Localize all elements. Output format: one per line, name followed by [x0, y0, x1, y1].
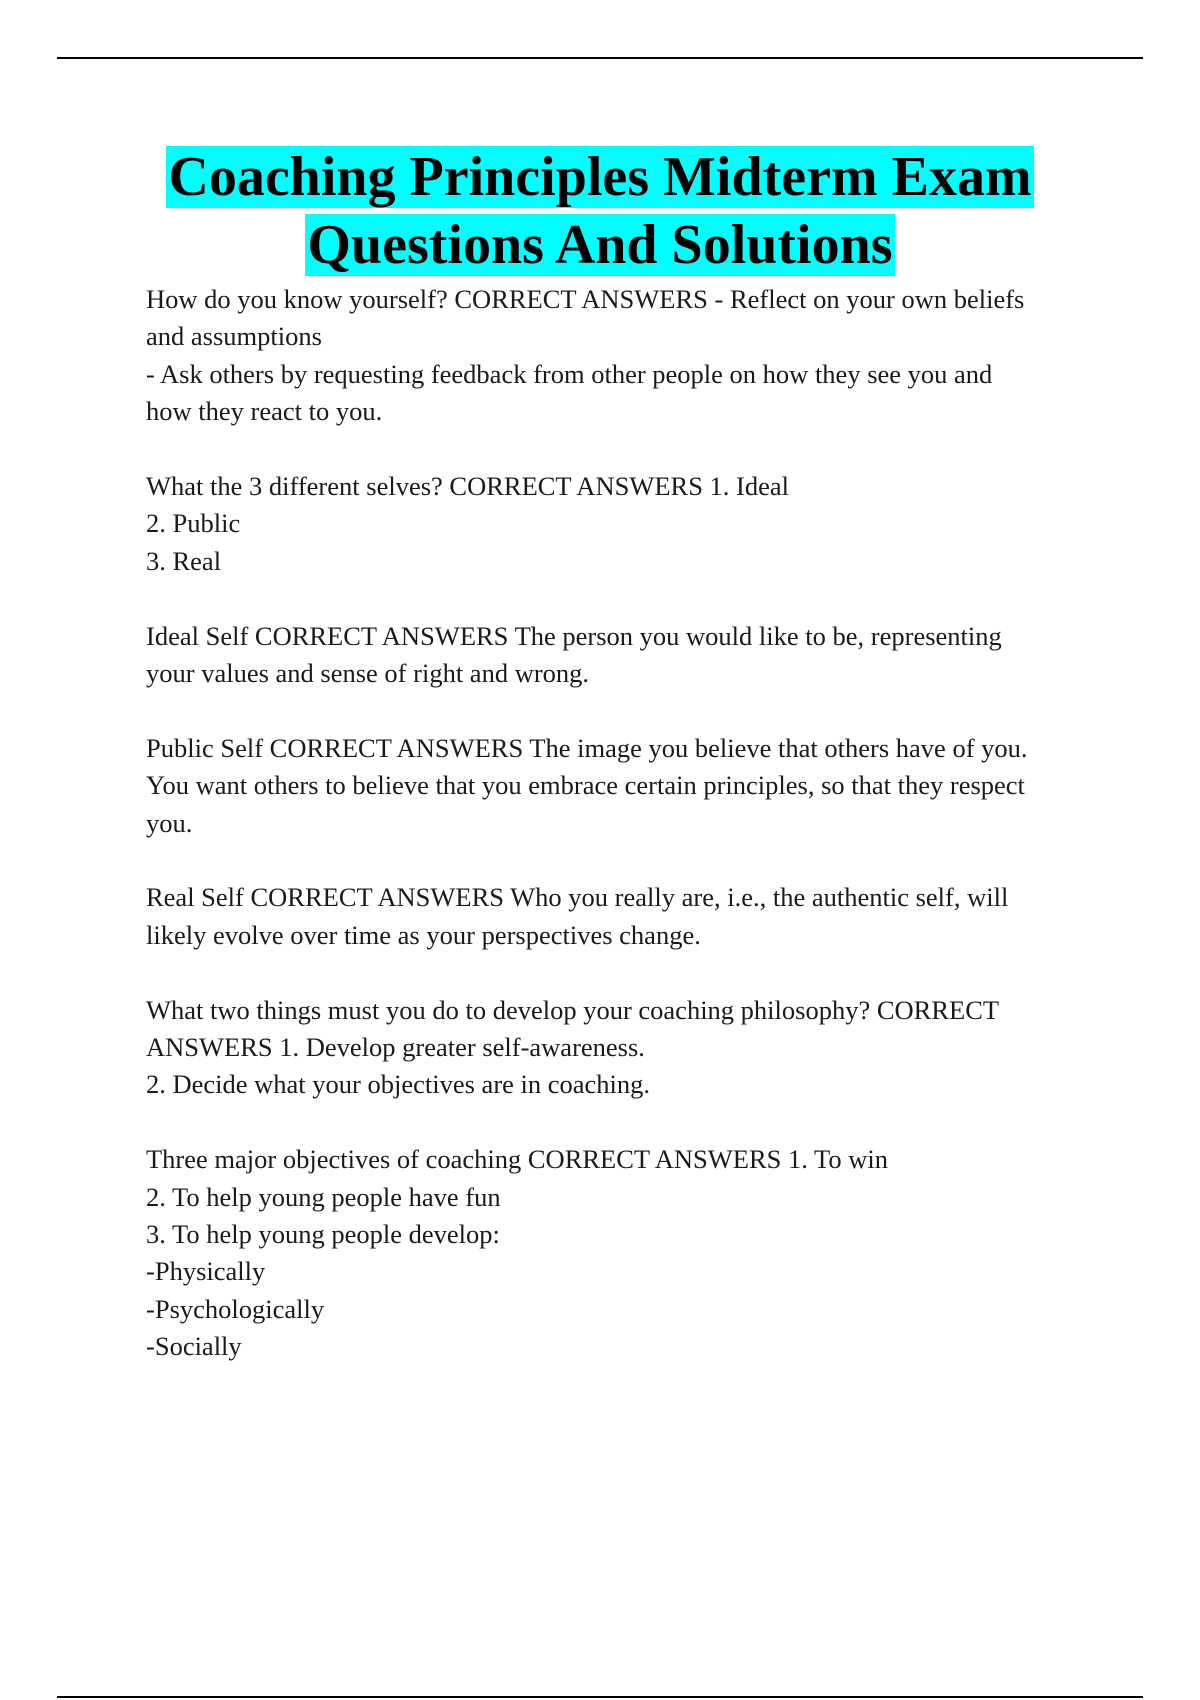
qa-block-coaching-philosophy — [146, 992, 1096, 1104]
qa-block-know-yourself — [146, 281, 1096, 431]
header-rule — [57, 57, 1143, 59]
text-line: and assumptions — [146, 321, 322, 352]
text-line: -Socially — [146, 1331, 242, 1362]
text-line: 2. To help young people have fun — [146, 1181, 501, 1212]
document-title — [100, 143, 1100, 279]
qa-block-real-self — [146, 879, 1096, 954]
text-line: your values and sense of right and wrong. — [146, 658, 590, 689]
title-line-2: Questions And Solutions — [307, 214, 893, 276]
text-line: What two things must you do to develop your coaching philosophy? CORRECT — [146, 994, 1000, 1025]
text-line: likely evolve over time as your perspectives change. — [146, 919, 701, 950]
text-line: ANSWERS 1. Develop greater self-awareness. — [146, 1032, 645, 1063]
text-line: 3. To help young people develop: — [146, 1219, 500, 1250]
text-line: You want others to believe that you embrace certain principles, so that they respect — [146, 770, 1025, 801]
qa-block-coaching-objectives — [146, 1141, 1096, 1365]
text-line: 2. Decide what your objectives are in coaching. — [146, 1069, 651, 1100]
document-body — [146, 281, 1096, 1403]
text-line: 2. Public — [146, 508, 241, 539]
text-line: you. — [146, 807, 193, 838]
text-line: - Ask others by requesting feedback from other people on how they see you and — [146, 358, 993, 389]
text-line: What the 3 different selves? CORRECT ANSWERS 1. Ideal — [146, 471, 790, 502]
title-line-1: Coaching Principles Midterm Exam — [168, 146, 1032, 208]
text-line: Ideal Self CORRECT ANSWERS The person you would like to be, representing — [146, 620, 1002, 651]
text-line: -Physically — [146, 1256, 266, 1287]
qa-block-ideal-self — [146, 618, 1096, 693]
text-line: how they react to you. — [146, 396, 383, 427]
text-line: Three major objectives of coaching CORRECT ANSWERS 1. To win — [146, 1144, 889, 1175]
qa-block-three-selves — [146, 468, 1096, 580]
footer-rule — [57, 1696, 1143, 1698]
text-line: How do you know yourself? CORRECT ANSWERS - Reflect on your own beliefs — [146, 284, 1025, 314]
text-line: Public Self CORRECT ANSWERS The image you believe that others have of you. — [146, 732, 1028, 763]
text-line: 3. Real — [146, 545, 222, 576]
text-line: -Psychologically — [146, 1293, 325, 1324]
qa-block-public-self — [146, 730, 1096, 842]
text-line: Real Self CORRECT ANSWERS Who you really are, i.e., the authentic self, will — [146, 882, 1009, 913]
